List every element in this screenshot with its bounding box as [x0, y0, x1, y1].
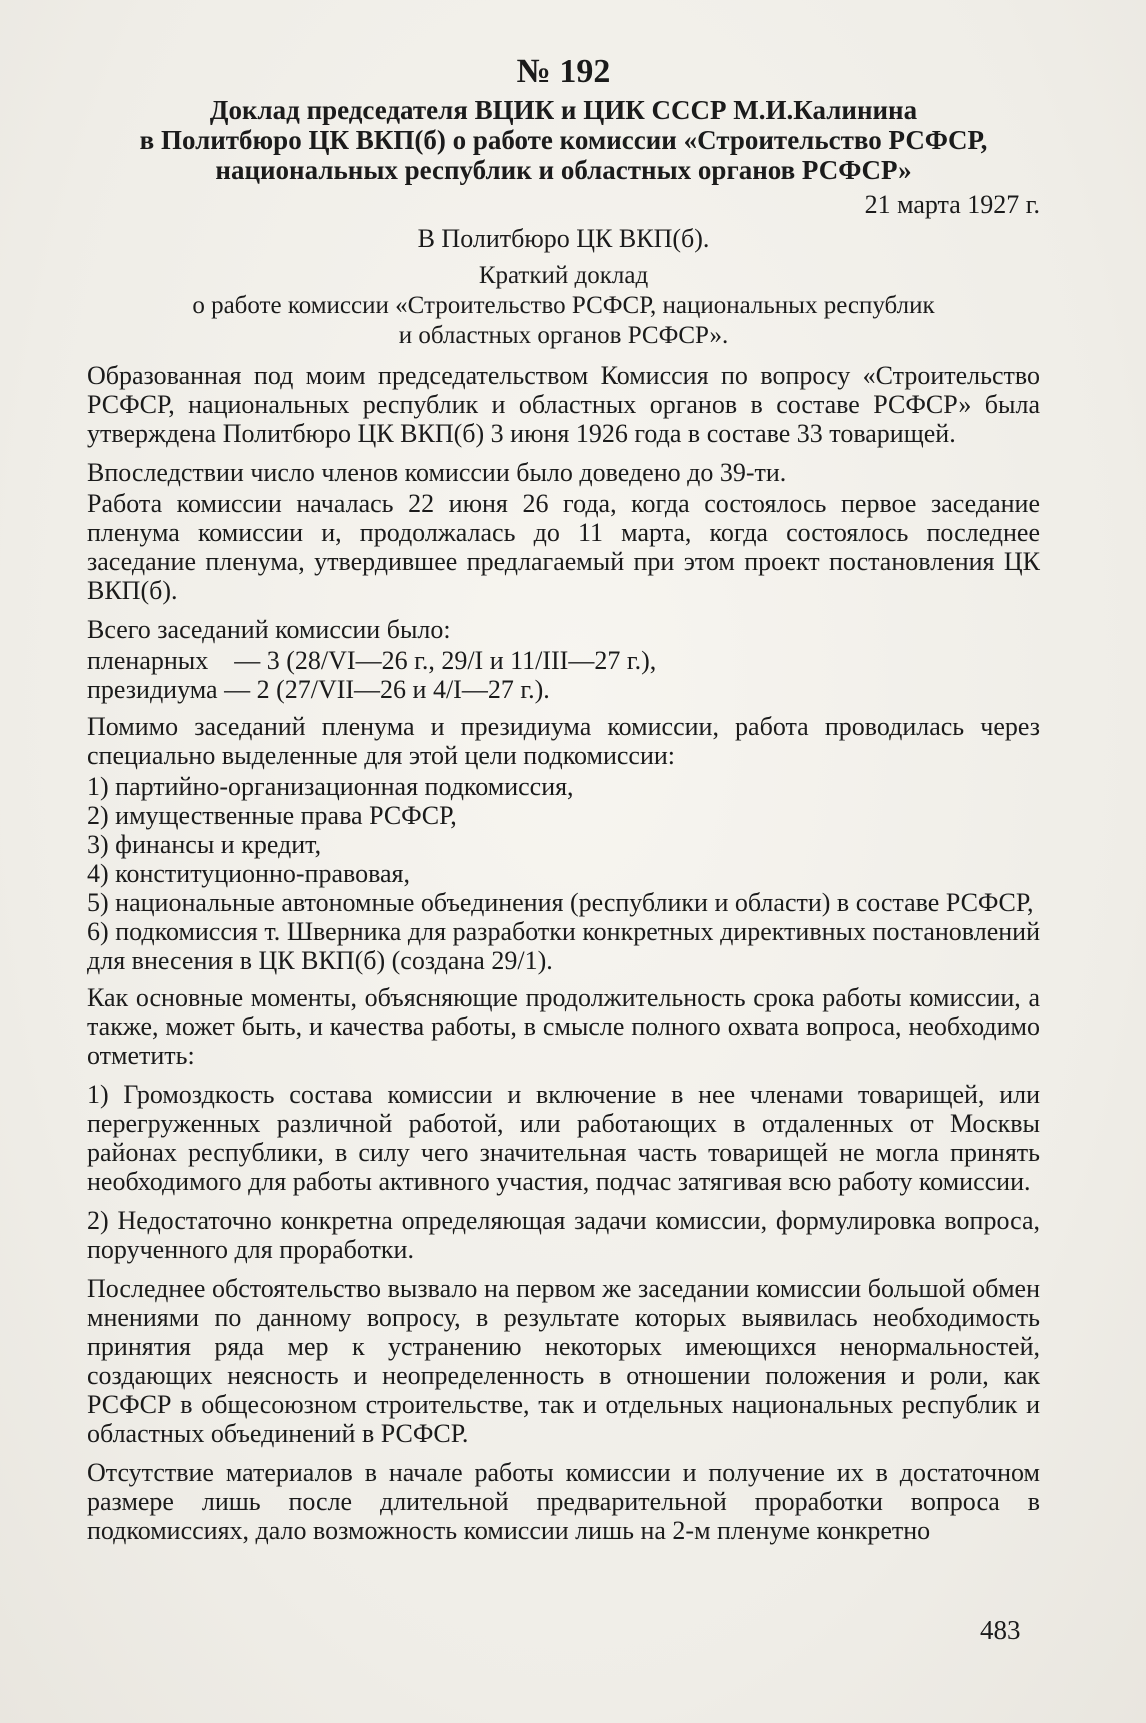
- addressee: В Политбюро ЦК ВКП(б).: [417, 224, 710, 253]
- list-item: 5) национальные автономные объединения (республики и области) в составе РСФСР,: [87, 888, 1034, 917]
- paragraph-7: 1) Громоздкость состава комиссии и включение в нее членами товарищей, или перегруженных различной работой, или работающих в отдаленных от Москвы районах республики, в силу чего значительная часть товарищей не могла принять необходимого для работы активного участия, подчас затягивая всю работу комиссии.: [87, 1080, 1040, 1196]
- list-item: 6) подкомиссия т. Шверника для разработки конкретных директивных постановлений для внесения в ЦК ВКП(б) (создана 29/1).: [87, 917, 1040, 975]
- paragraph-10: Отсутствие материалов в начале работы комиссии и получение их в достаточном размере лишь после длительной предварительной проработки вопроса в подкомиссиях, дало возможность комиссии лишь на 2-м пленуме конкретно: [87, 1458, 1040, 1545]
- document-title: [87, 95, 1040, 185]
- title-line-2: в Политбюро ЦК ВКП(б) о работе комиссии «Строительство РСФСР,: [139, 125, 988, 155]
- meetings-presidium: президиума — 2 (27/VII—26 и 4/I—27 г.).: [87, 675, 550, 704]
- subtitle-line-1: Краткий доклад: [478, 262, 649, 289]
- title-line-1: Доклад председателя ВЦИК и ЦИК СССР М.И.Калинина: [209, 95, 918, 125]
- page-number: 483: [980, 1615, 1021, 1645]
- paragraph-3: Работа комиссии началась 22 июня 26 года, когда состоялось первое заседание пленума комиссии и, продолжалась до 11 марта, когда состоялось последнее заседание пленума, утвердившее предлагаемый при этом проект постановления ЦК ВКП(б).: [87, 489, 1040, 605]
- paragraph-8: 2) Недостаточно конкретна определяющая задачи комиссии, формулировка вопроса, порученного для проработки.: [87, 1206, 1040, 1264]
- paragraph-4: Всего заседаний комиссии было:: [87, 615, 451, 644]
- paragraph-2: Впоследствии число членов комиссии было доведено до 39-ти.: [87, 458, 787, 487]
- paragraph-5: Помимо заседаний пленума и президиума комиссии, работа проводилась через специально выделенные для этой цели подкомиссии:: [87, 712, 1040, 770]
- paragraph-6: Как основные моменты, объясняющие продолжительность срока работы комиссии, а также, может быть, и качества работы, в смысле полного охвата вопроса, необходимо отметить:: [87, 983, 1040, 1070]
- document-content: [87, 52, 1040, 1547]
- report-subtitle: [87, 261, 1040, 351]
- meetings-plenary: пленарных — 3 (28/VI—26 г., 29/I и 11/III—27 г.),: [87, 646, 657, 675]
- subtitle-line-3: и областных органов РСФСР».: [398, 322, 729, 349]
- title-line-3: национальных республик и областных органов РСФСР»: [215, 155, 912, 185]
- list-item: 3) финансы и кредит,: [87, 830, 322, 859]
- paragraph-1: Образованная под моим председательством Комиссия по вопросу «Строительство РСФСР, национальных республик и областных органов в составе РСФСР» была утверждена Политбюро ЦК ВКП(б) 3 июня 1926 года в составе 33 товарищей.: [87, 361, 1040, 448]
- list-item: 2) имущественные права РСФСР,: [87, 801, 457, 830]
- list-item: 1) партийно-организационная подкомиссия,: [87, 772, 574, 801]
- paragraph-9: Последнее обстоятельство вызвало на первом же заседании комиссии большой обмен мнениями по данному вопросу, в результате которых выявилась необходимость принятия ряда мер к устранению некоторых имеющихся ненормальностей, создающих неясность и неопределенность в отношении положения и роли, как РСФСР в общесоюзном строительстве, так и отдельных национальных республик и областных объединений в РСФСР.: [87, 1274, 1040, 1448]
- subtitle-line-2: о работе комиссии «Строительство РСФСР, национальных республик: [192, 292, 935, 319]
- document-date: 21 марта 1927 г.: [864, 190, 1040, 219]
- list-item: 4) конституционно-правовая,: [87, 859, 411, 888]
- document-number: № 192: [516, 53, 611, 90]
